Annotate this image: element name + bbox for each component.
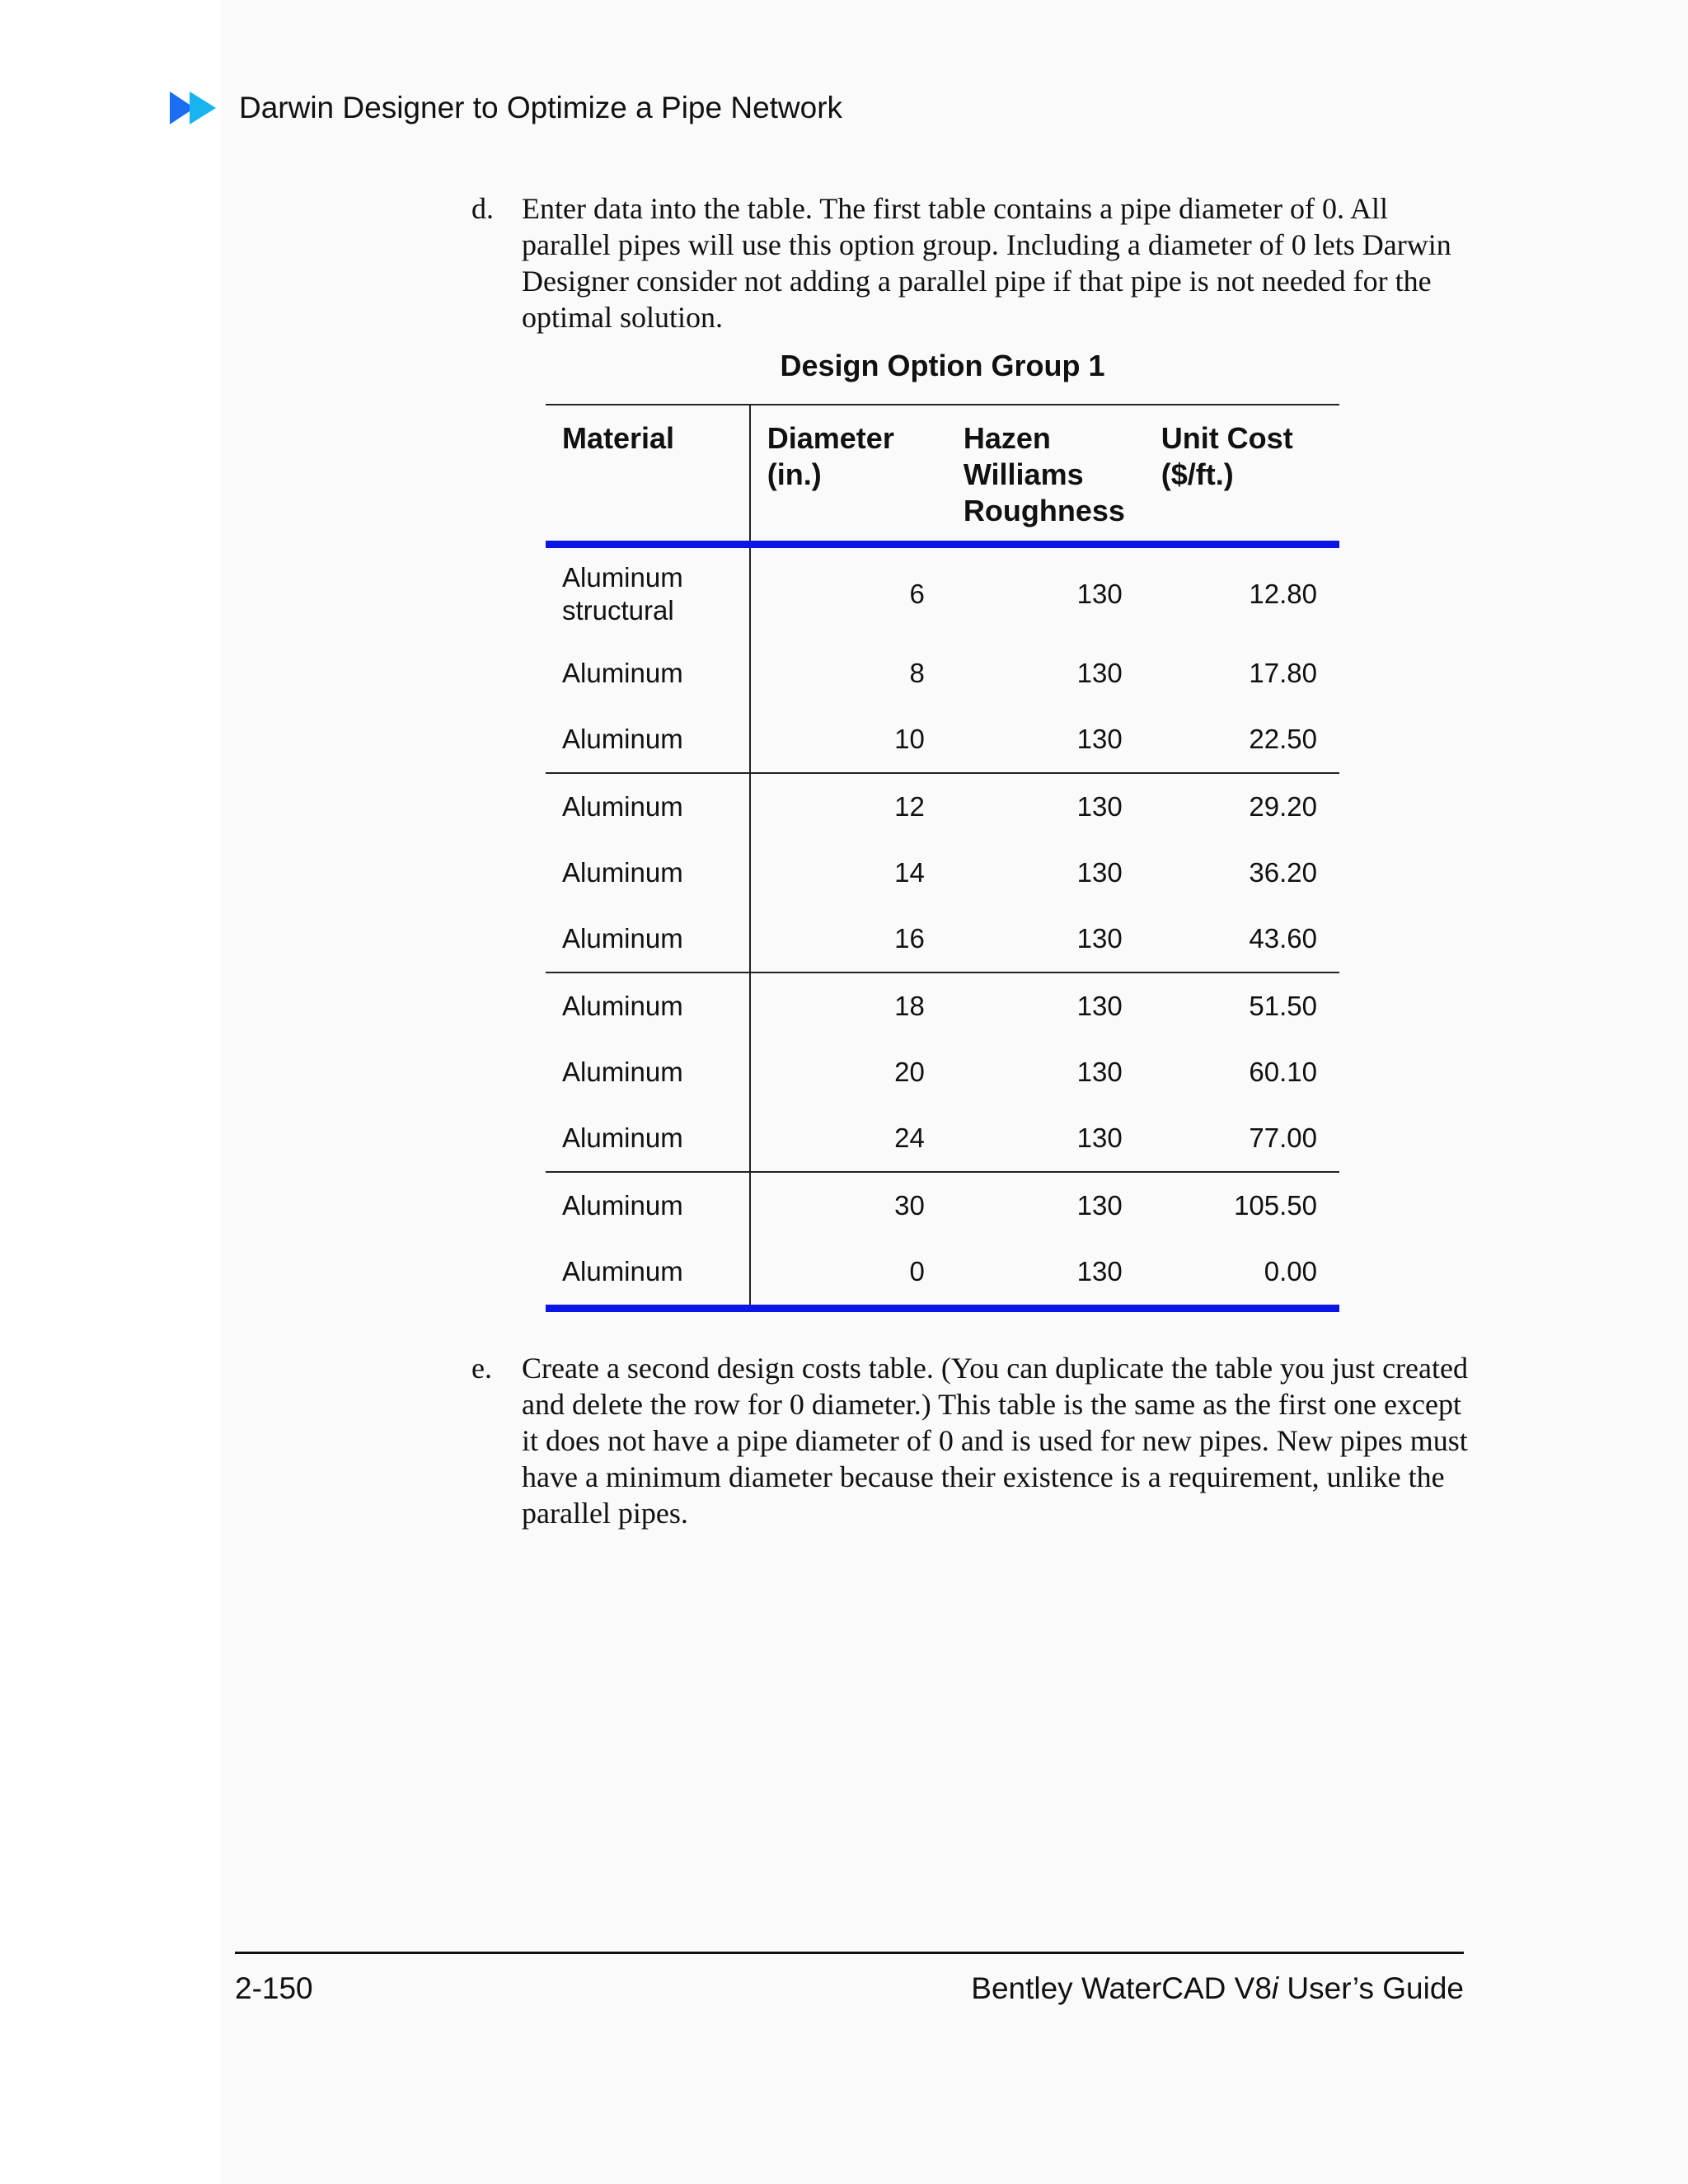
step-d-letter: d. (471, 192, 494, 225)
cell-unit-cost: 77.00 (1249, 1122, 1317, 1153)
table-row (546, 840, 1339, 906)
cell-diameter: 12 (894, 791, 925, 822)
cell-material: Aluminum (546, 640, 750, 706)
cell-unit-cost: 51.50 (1249, 991, 1317, 1021)
page-header (170, 87, 842, 129)
cell-diameter: 18 (894, 991, 925, 1021)
guide-title-italic: i (1271, 1971, 1279, 2005)
cell-material: Aluminum (546, 1172, 750, 1239)
table-row (546, 972, 1339, 1039)
header-material: Material (546, 405, 750, 545)
cell-material: Aluminum (546, 773, 750, 840)
step-d (471, 190, 1469, 335)
table-row (546, 1105, 1339, 1172)
cell-material: Aluminum (546, 706, 750, 773)
double-arrow-icon (170, 90, 221, 126)
cell-unit-cost: 17.80 (1249, 658, 1317, 688)
cell-diameter: 0 (909, 1256, 925, 1286)
table-row (546, 1039, 1339, 1105)
cell-unit-cost: 105.50 (1234, 1190, 1317, 1221)
cell-roughness: 130 (1076, 857, 1123, 888)
cell-roughness: 130 (1076, 1256, 1123, 1286)
cell-material: Aluminum structural (546, 545, 750, 641)
step-e-letter: e. (471, 1352, 492, 1385)
cell-material: Aluminum (546, 1039, 750, 1105)
table-title: Design Option Group 1 (780, 349, 1105, 382)
cell-diameter: 24 (894, 1122, 925, 1153)
cell-material: Aluminum (546, 1239, 750, 1309)
cell-unit-cost: 12.80 (1249, 579, 1317, 609)
cell-diameter: 30 (894, 1190, 925, 1221)
header-roughness: Hazen Williams Roughness (963, 421, 1125, 527)
cell-roughness: 130 (1076, 1190, 1123, 1221)
header-diameter: Diameter (in.) (767, 421, 894, 491)
table-row (546, 1239, 1339, 1309)
table-header-row (546, 405, 1339, 545)
cell-diameter: 8 (909, 658, 925, 688)
footer-rule (235, 1952, 1464, 1954)
cell-diameter: 14 (894, 857, 925, 888)
table-row (546, 906, 1339, 972)
cell-roughness: 130 (1076, 579, 1123, 609)
guide-title-suffix: User’s Guide (1278, 1971, 1464, 2005)
table-row (546, 640, 1339, 706)
table-row (546, 1172, 1339, 1239)
cell-material: Aluminum (546, 1105, 750, 1172)
step-d-text: Enter data into the table. The first table contains a pipe diameter of 0. All parallel pipes will use this option group. Including a diameter of 0 lets Darwin Designer consider not adding a parallel pipe if that pipe is not needed for the optimal solution. (522, 192, 1451, 334)
cell-diameter: 20 (894, 1057, 925, 1087)
cell-diameter: 6 (909, 579, 925, 609)
cell-material: Aluminum (546, 906, 750, 972)
header-unit-cost: Unit Cost ($/ft.) (1160, 421, 1293, 491)
guide-title-prefix: Bentley WaterCAD V8 (971, 1971, 1272, 2005)
cell-unit-cost: 0.00 (1264, 1256, 1317, 1286)
cell-unit-cost: 22.50 (1249, 724, 1317, 754)
cell-unit-cost: 29.20 (1249, 791, 1317, 822)
guide-title (971, 1971, 1464, 2006)
step-e (471, 1350, 1469, 1531)
table-row (546, 706, 1339, 773)
cell-roughness: 130 (1076, 923, 1123, 954)
cell-diameter: 10 (894, 724, 925, 754)
cell-roughness: 130 (1076, 1122, 1123, 1153)
cell-material: Aluminum (546, 972, 750, 1039)
design-option-table (546, 404, 1339, 1312)
cell-unit-cost: 60.10 (1249, 1057, 1317, 1087)
cell-roughness: 130 (1076, 658, 1123, 688)
cell-unit-cost: 43.60 (1249, 923, 1317, 954)
cell-roughness: 130 (1076, 991, 1123, 1021)
page-number: 2-150 (235, 1971, 313, 2005)
table-body (546, 545, 1339, 1309)
cell-unit-cost: 36.20 (1249, 857, 1317, 888)
cell-roughness: 130 (1076, 791, 1123, 822)
cell-material: Aluminum (546, 840, 750, 906)
header-title: Darwin Designer to Optimize a Pipe Network (239, 91, 843, 124)
table-row (546, 773, 1339, 840)
cell-roughness: 130 (1076, 724, 1123, 754)
cell-roughness: 130 (1076, 1057, 1123, 1087)
table-row (546, 545, 1339, 641)
cell-diameter: 16 (894, 923, 925, 954)
step-e-text: Create a second design costs table. (You can duplicate the table you just created and delete the row for 0 diameter.) This table is the same as the first one except it does not have a pipe diameter of 0 and is used for new pipes. New pipes must have a minimum diameter because their existence is a requirement, unlike the parallel pipes. (522, 1352, 1468, 1530)
